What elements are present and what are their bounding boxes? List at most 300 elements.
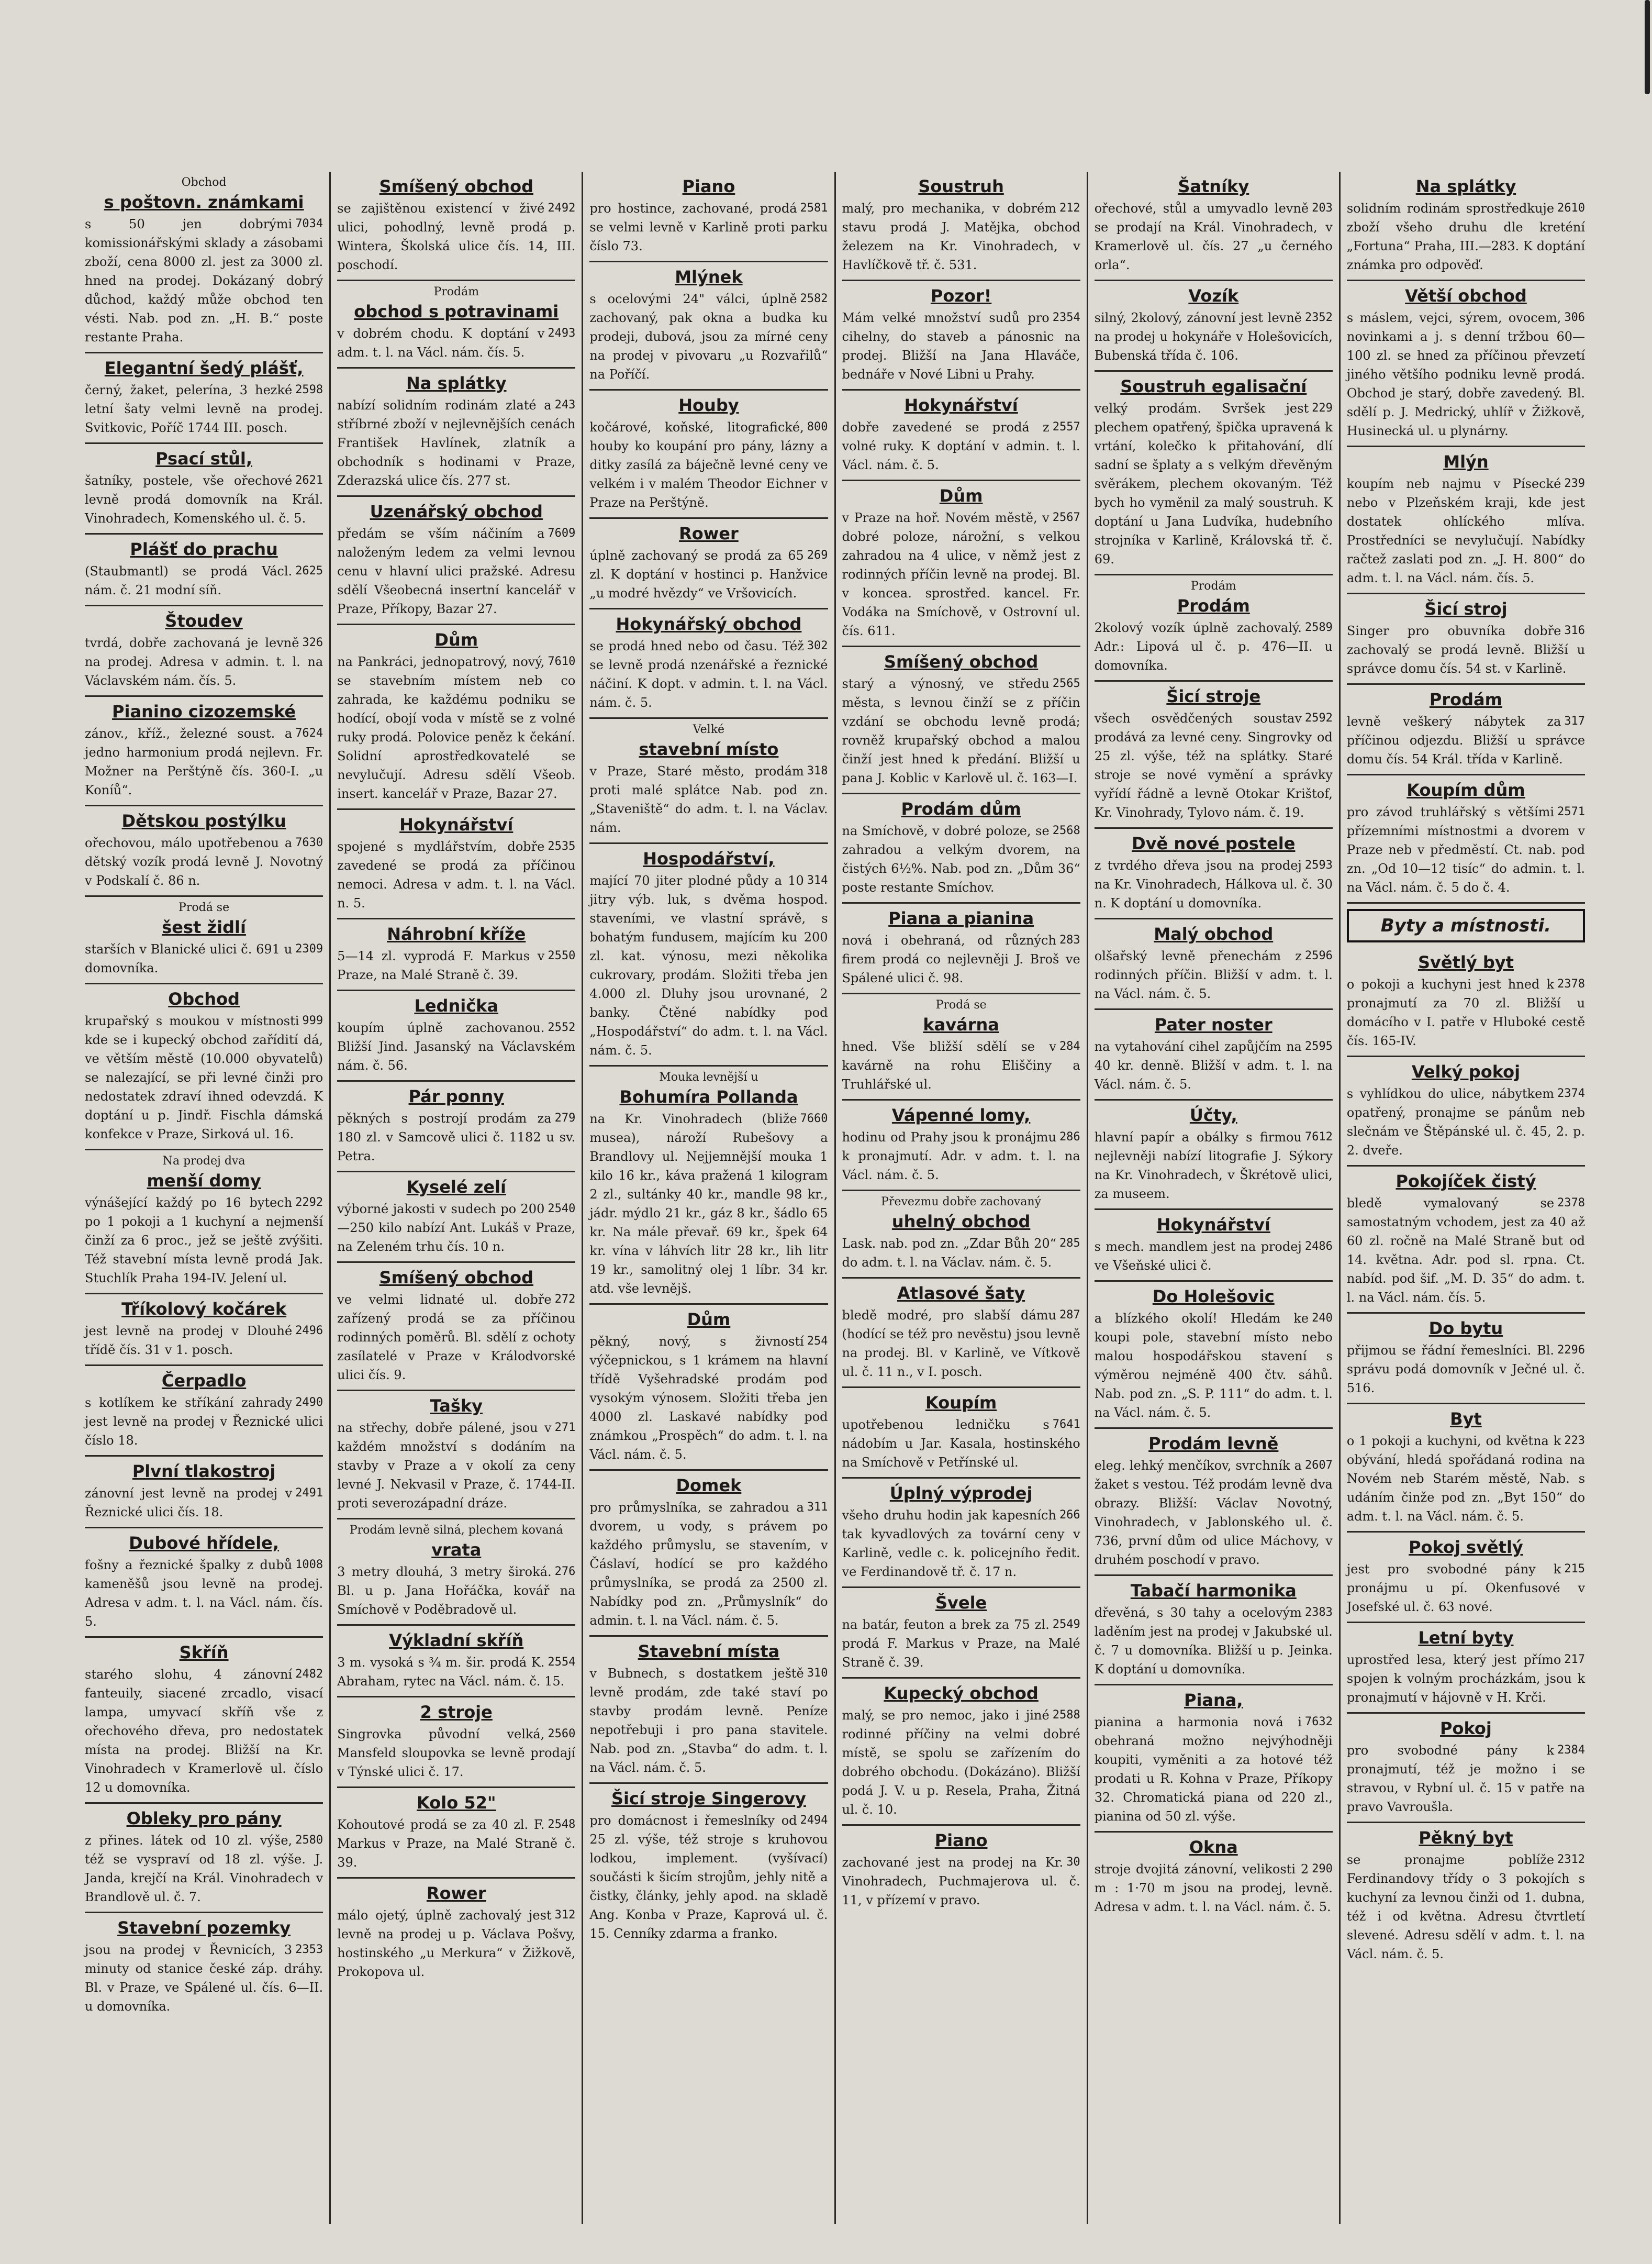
ad-code: 2549 [1052,1618,1080,1631]
ad-heading: Uzenářský obchod [370,502,543,521]
ad-code: 7610 [548,655,576,668]
ad-text: eleg. lehký menčíkov, svrchník a žaket s vestou. Též prodám levně dva obrazy. Bližší: Václav Novotný, Vinohradech, v Jablonského ul. č. 736, první dům od ulice Máchovy, v druhém poschodí v pravo. [1094,1458,1333,1567]
classified-ad [1347,1823,1585,1969]
ad-text: spojené s mydlářstvím, dobře zavedené se prodá za příčinou nemoci. Adresa v adm. t. l. na Václ. n. 5. [337,839,576,911]
ad-body [85,724,323,800]
ad-text: málo ojetý, úplně zachovalý jest levně na prodej u p. Václava Pošvy, hostinského „u Merkura“ v Žižkově, Prokopova ul. [337,1908,576,1979]
ad-code: 283 [1059,934,1080,947]
ad-text: všech osvědčených soustav prodává za levné ceny. Singrovky od 25 zl. výše, též na splátky. Staré stroje se nové vymění a správky vyřídí řádně a levně Otokar Krištof, Kr. Vinohrady, Tylovo nám. č. 19. [1094,711,1333,820]
column-6 [1341,172,1591,2224]
ad-body [85,834,323,890]
ad-body [589,418,828,512]
ad-heading: s poštovn. známkami [104,192,304,212]
ad-code: 311 [807,1501,828,1514]
ad-body [842,1415,1080,1472]
ad-heading: Pater noster [1154,1015,1273,1035]
ad-heading: Domek [676,1475,742,1495]
ad-text: tvrdá, dobře zachovaná je levně na prodej. Adresa v admin. t. l. na Václavském nám. čís. 5. [85,636,323,688]
column-5 [1088,172,1341,2224]
ad-body [589,637,828,712]
ad-heading: Stavební pozemky [117,1918,291,1938]
ad-code: 2548 [548,1818,576,1831]
ad-heading: Šatníky [1178,176,1249,196]
classified-ad [85,806,323,897]
ad-body [85,940,323,978]
ad-code: 243 [554,398,576,412]
ad-heading: kavárna [923,1015,999,1035]
ad-text: silný, 2kolový, zánovní jest levně na prodej u hokynáře v Holešovicích, Bubenská třída č. 106. [1094,310,1333,363]
ad-text: nová i obehraná, od různých firem prodá co nejlevněji J. Broš ve Spálené ulici č. 98. [842,933,1080,985]
ad-body [1347,975,1585,1050]
ad-code: 7632 [1304,1715,1333,1728]
ad-code: 203 [1312,202,1333,215]
classified-ad [337,1391,575,1519]
ad-text: starého slohu, 4 zánovní fanteuily, siacené zrcadlo, visací lampa, umyvací skříň vše z ořechového dřeva, pro nedostatek místa na prodej. Bližší na Kr. Vinohradech v Kramerlově ul. číslo 12 u domovníka. [85,1667,323,1795]
classified-ad [589,609,828,719]
ad-heading: Hokynářství [1156,1215,1270,1235]
classified-ad [337,1082,575,1172]
classified-ad [842,647,1080,794]
ad-text: na vytahování cihel zapůjčím na 40 kr. denně. Bližší v adm. t. l. na Václ. nám. č. 5. [1094,1039,1333,1092]
ad-preheading: Prodám [1190,580,1236,593]
ad-heading: Mlýn [1443,452,1489,472]
classified-ad [1095,575,1333,682]
classified-ad [1095,1576,1333,1685]
classified-ad [1095,1282,1333,1429]
ad-code: 2312 [1557,1853,1586,1866]
ad-heading: Tašky [430,1396,483,1416]
ad-text: Kohoutové prodá se za 40 zl. F. Markus v Praze, na Malé Straně č. 39. [337,1817,576,1870]
ad-code: 312 [554,1908,576,1922]
ad-body [1347,1194,1585,1307]
ad-body [1347,474,1585,587]
classified-ad [1095,1429,1333,1576]
ad-preheading: Mouka levnější u [659,1071,758,1084]
ad-body [337,1653,575,1691]
ad-heading: Dubové hřídele, [129,1533,280,1553]
ad-body [589,1109,828,1298]
ad-code: 290 [1312,1862,1333,1875]
ad-heading: Plvní tlakostroj [132,1461,276,1481]
ad-body [842,508,1080,640]
ad-text: černý, žaket, pelerína, 3 hezké letní šaty velmi levně na prodej. Svitkovic, Poříč 1744 III. posch. [85,383,323,435]
ad-code: 223 [1564,1434,1586,1447]
ad-code: 2354 [1052,311,1080,324]
classified-ad [589,1471,828,1637]
ad-code: 2588 [1052,1708,1080,1722]
ad-body [337,837,575,913]
ad-preheading: Na prodej dva [162,1155,245,1168]
classified-ad [337,1788,575,1879]
ad-body [85,1322,323,1359]
ad-code: 2550 [548,949,576,962]
ad-preheading: Převezmu dobře zachovaný [881,1195,1042,1208]
ad-body [842,1506,1080,1581]
ad-text: pro hostince, zachované, prodá se velmi levně v Karlině proti parku číslo 73. [589,201,828,253]
classified-ad [337,1879,575,1986]
ad-code: 2595 [1304,1040,1333,1053]
ad-code: 2296 [1557,1344,1586,1357]
ad-heading: Dům [939,486,983,506]
ad-code: 2571 [1557,805,1586,818]
ad-heading: Dům [687,1309,731,1329]
ad-code: 2383 [1304,1606,1333,1619]
ad-code: 269 [807,549,828,562]
ad-body [85,1940,323,2016]
ad-code: 2292 [295,1196,323,1209]
classified-ad [842,1826,1080,1915]
ad-body [1347,712,1585,769]
ad-heading: Smíšený obchod [379,176,533,196]
ad-body [1095,709,1333,822]
ad-text: fošny a řeznické špalky z dubů kameněšů jsou levně na prodej. Adresa v adm. t. l. na Václ. nám. čís. 5. [85,1558,323,1629]
ad-text: se pronajme poblíže Ferdinandovy třídy o 3 pokojích s kuchyní za levnou činži od 1. dubna, též i od května. Adresu čtvrtletí slevené. Adresu sdělí v adm. t. l. na Václ. nám. č. 5. [1346,1852,1586,1961]
ad-heading: Prodám levně [1148,1434,1279,1453]
ad-heading: Na splátky [406,373,507,393]
ad-body [1095,1456,1333,1569]
ad-heading: 2 stroje [420,1702,493,1722]
classified-ad [589,1305,828,1471]
ad-heading: Kupecký obchod [884,1683,1039,1703]
ad-heading: Dvě nové postele [1132,834,1296,853]
classified-ad [337,919,575,991]
ad-code: 2491 [295,1486,323,1500]
ad-code: 271 [554,1421,576,1434]
ad-code: 2486 [1304,1240,1333,1253]
ad-heading: Okna [1189,1837,1238,1857]
ad-text: starý a výnosný, ve středu města, s levnou činží se z příčin vzdání se obchodu levně prodá; rovněž krupařský obchod a malou činží jest hned k předání. Bližší u pana J. Koblic v Karlově ul. č. 163—I. [842,676,1080,785]
classified-ad [85,1150,323,1294]
classified-ad [85,172,323,353]
ad-text: velký prodám. Svršek jest plechem opatřený, špička upravená k vrtání, kolečko k přitahování, dlí sadní se šplaty a s velkým dřevěným svěrákem, plechem okovaným. Též bych ho vyměnil za malý soustruh. K doptání u Jana Ludvíka, hudebního strojníka v Karlině, Královská tř. č. 69. [1094,401,1333,567]
ad-code: 2482 [295,1668,323,1681]
ad-heading: Piano [934,1830,988,1850]
ad-code: 7034 [295,217,323,230]
ad-text: o 1 pokoji a kuchyni, od května k obývání, hledá spořádaná rodina na Novém neb Starém městě, Nab. s udáním činže pod zn. „Byt 150“ do adm. t. l. na Václ. nám. č. 5. [1346,1434,1586,1524]
ad-code: 2378 [1557,1196,1586,1209]
ad-text: levně veškerý nábytek za příčinou odjezdu. Bližší u správce domu čís. 54 Král. třída v Karlině. [1346,714,1586,767]
ad-text: se prodá hned nebo od času. Též se levně prodá nzenářské a řeznické náčiní. K dopt. v admin. t. l. na Václ. nám. č. 5. [589,639,828,710]
classified-ad [85,1804,323,1913]
ad-body [337,199,575,274]
ad-code: 266 [1059,1508,1080,1522]
ad-text: a blízkého okolí! Hledám ke koupi pole, stavební místo nebo malou hospodářskou stavení s výměrou nejméně 400 čtv. sáhů. Nab. pod zn. „S. P. 111“ do adm. t. l. na Václ. nám. č. 5. [1094,1311,1333,1420]
ad-heading: Pokojíček čistý [1396,1171,1536,1191]
ad-text: 5—14 zl. vyprodá F. Markus v Praze, na Malé Straně č. 39. [337,949,545,982]
ad-heading: šest židlí [162,917,246,937]
classified-ad [589,172,828,262]
ad-heading: Letní byty [1418,1628,1514,1648]
ad-body [1347,1560,1585,1616]
classified-ad [1347,1314,1585,1404]
ad-body [1095,1037,1333,1094]
ad-heading: Pár ponny [408,1086,504,1106]
classified-ad [589,844,828,1067]
ad-preheading: Prodám [433,285,479,298]
classified-ad [842,1279,1080,1388]
ad-heading: Náhrobní kříže [387,924,526,944]
ad-text: nabízí solidním rodinám zlaté a stříbrné zboží v nejlevnějších cenách František Havlínek, zlatník a obchodník s hodinami v Praze, Zderazská ulice čís. 277 st. [337,398,576,488]
classified-ad [1095,372,1333,575]
ad-heading: Malý obchod [1154,924,1274,944]
ad-text: v dobrém chodu. K doptání v adm. t. l. na Václ. nám. čís. 5. [337,326,545,360]
classified-ad [842,1101,1080,1191]
ad-heading: Hokynářství [399,815,514,835]
ad-code: 318 [807,764,828,778]
ad-heading: menší domy [147,1171,261,1191]
ad-text: krupařský s moukou v místnosti kde se i kupecký obchod zařídití dá, ve větším městě (10.000 obyvatelů) se nalezající, se při levné činži pro nedostatek zdraví ihned odevzdá. K doptání u p. Jindř. Fischla dámská konfekce v Praze, Sirková ul. 16. [85,1014,323,1141]
ad-code: 7660 [800,1112,828,1125]
ad-code: 2610 [1557,202,1586,215]
ad-body [1095,308,1333,365]
ad-body [85,634,323,690]
ad-body [1347,1431,1585,1526]
ad-body [1095,1603,1333,1679]
ad-body [85,1484,323,1522]
ad-body [589,871,828,1060]
classified-ad [337,991,575,1082]
classified-ad [1095,172,1333,281]
ad-heading: Koupím [925,1393,997,1413]
ad-text: přijmou se řádní řemeslníci. Bl. správu podá domovník v Ječné ul. č. 516. [1346,1343,1586,1395]
ad-text: jest levně na prodej v Dlouhé třídě čís. 31 v 1. posch. [85,1324,293,1357]
ad-heading: Velký pokoj [1411,1062,1521,1082]
ad-code: 326 [302,636,323,649]
ad-body [337,324,575,362]
ad-code: 310 [807,1667,828,1680]
ad-heading: Rower [426,1883,486,1903]
ad-code: 240 [1312,1312,1333,1325]
ad-preheading: Prodá se [935,998,987,1012]
ad-body [589,1811,828,1943]
ad-code: 999 [302,1014,323,1027]
ad-heading: Bohumíra Pollanda [619,1087,798,1107]
ad-heading: Atlasové šaty [897,1283,1025,1303]
ad-code: 2593 [1304,859,1333,872]
classified-ad [1347,1057,1585,1167]
ad-heading: Elegantní šedý plášť, [104,358,304,378]
ad-text: šatníky, postele, vše ořechové levně prodá domovník na Král. Vinohradech, Komenského ul. č. 5. [85,473,323,526]
classified-ad [1095,1833,1333,1922]
classified-ad [337,625,575,810]
ad-body [1347,1650,1585,1707]
ad-heading: Tabačí harmonika [1130,1581,1297,1601]
classified-ad [1347,594,1585,685]
ad-code: 2582 [800,292,828,305]
classified-ad [842,281,1080,391]
ad-body [1095,399,1333,569]
classified-ad [589,719,828,844]
ad-heading: obchod s potravinami [354,302,559,321]
ad-heading: Prodám [1429,690,1502,709]
ad-text: zánovní jest levně na prodej v Řeznické ulici čís. 18. [85,1486,293,1519]
ad-body [842,308,1080,384]
ad-body [842,418,1080,474]
ad-text: pro svobodné pány k pronajmutí, též je možno i se stravou, v Rybní ul. č. 15 v patře na pravo Vavroušla. [1346,1743,1586,1814]
ad-preheading: Prodám levně silná, plechem kovaná [349,1524,563,1537]
column-4 [836,172,1088,2224]
ad-code: 286 [1059,1130,1080,1144]
ad-text: bledě modré, pro slabší dámu (hodící se též pro nevěstu) jsou levně na prodej. Bl. v Karlině, ve Vítkově ul. č. 11 n., v I. posch. [842,1308,1080,1379]
ad-body [337,1290,575,1384]
ad-code: 2567 [1052,511,1080,524]
ad-body [589,199,828,256]
ad-heading: vrata [431,1540,482,1560]
ad-code: 2581 [800,202,828,215]
ad-heading: Účty, [1189,1105,1237,1125]
ad-heading: Štoudev [165,611,243,631]
ad-text: hlavní papír a obálky s firmou nejlevněji nabízí litografie J. Sýkory na Kr. Vinohradech, v Škrétově ulici, za museem. [1094,1130,1333,1201]
ad-body [1347,199,1585,274]
ad-heading: Dům [434,630,478,650]
ad-code: 2560 [548,1727,576,1740]
ad-body [1347,1741,1585,1816]
ad-code: 2384 [1557,1744,1586,1757]
ad-body [589,546,828,603]
ad-text: s kotlíkem ke stříkání zahrady jest levně na prodej v Řeznické ulici číslo 18. [85,1395,323,1448]
ad-body [337,1725,575,1781]
ad-heading: Prodám [1177,596,1250,616]
ad-body [85,1393,323,1450]
ad-text: koupím neb najmu v Písecké nebo v Plzeňském kraji, kde jest dostatek ohlíckého mlíva. Prostředníci se nevylučují. Nabídky račtež zaslati pod zn. „J. H. 800“ do adm. t. l. na Václ. nám. čís. 5. [1346,476,1586,585]
ad-body [1347,622,1585,678]
ad-text: na Kr. Vinohradech (bliže musea), nároží Rubešovy a Brandlovy ul. Nejjemnější mouka 1 kilo 16 kr., káva pražená 1 kilogram 2 zl., sultánky 40 kr., mandle 98 kr., jádr. mýdlo 21 kr., gáz 8 kr., šádlo 65 kr. Na mále převař. 69 kr., špek 64 kr. vína v láhvích litr 28 kr., lih litr 19 kr., samolitný olej 1 líbr. 34 kr. atd. vše levnějš. [589,1112,828,1296]
ad-heading: Pianino cizozemské [112,702,296,722]
classified-ad [589,519,828,609]
classified-ad [337,1263,575,1391]
classified-ad [589,262,828,391]
ad-body [85,1831,323,1906]
ad-body [1095,618,1333,675]
ad-code: 7641 [1052,1418,1080,1431]
ad-code: 2580 [295,1834,323,1847]
ad-body [842,1037,1080,1094]
ad-text: hned. Vše bližší sdělí se v kavárně na rohu Eliščiny a Truhlářské ul. [842,1039,1080,1092]
classified-ad [1347,447,1585,594]
ad-body [337,1418,575,1513]
ad-body [589,290,828,384]
ad-heading: Byt [1450,1409,1482,1429]
classified-ad [337,497,575,625]
classified-ad [842,1479,1080,1588]
ad-preheading: Velké [693,723,725,736]
classified-ad [589,1067,828,1305]
ad-code: 2535 [548,840,576,853]
ad-text: (Staubmantl) se prodá Václ. nám. č. 21 modní síň. [85,564,293,597]
ad-heading: Piano [682,176,735,196]
ad-body [1347,1341,1585,1397]
ad-code: 2494 [800,1814,828,1827]
ad-body [1347,308,1585,440]
ad-text: s máslem, vejci, sýrem, ovocem, novinkami a j. s denní tržbou 60—100 zl. se hned za příčinou převzetí jiného většího podniku levně prodá. Obchod je starý, dobře zavedený. Bl. sdělí p. J. Medrický, uhlíř v Žižkově, Husinecká ul. u plynárny. [1346,310,1586,438]
classified-ad [337,1172,575,1263]
ad-body [337,396,575,490]
ad-heading: Hokynářství [904,395,1018,415]
ad-heading: Hospodářství, [643,849,775,869]
ad-heading: Pozor! [930,286,992,306]
column-1 [79,172,331,2224]
ad-code: 276 [554,1565,576,1578]
ad-heading: Soustruh [918,176,1004,196]
ad-body [85,1193,323,1288]
section-banner: Byty a místnosti. [1347,909,1585,942]
ad-text: hodinu od Prahy jsou k pronájmu k pronajmutí. Adr. v adm. t. l. na Václ. nám. č. 5. [842,1130,1080,1182]
ad-body [842,199,1080,274]
ad-body [337,1815,575,1872]
classified-ad [842,1679,1080,1826]
classified-ad [85,1457,323,1528]
ad-code: 285 [1059,1237,1080,1250]
ad-text: výborné jakosti v sudech po 200—250 kilo nabízí Ant. Lukáš v Praze, na Zeleném trhu čís. 10 n. [337,1202,576,1254]
ad-heading: Plášť do prachu [130,539,278,559]
classified-ad [1347,172,1585,281]
classified-ad [1347,1623,1585,1714]
ad-body [337,947,575,984]
ad-body [85,562,323,600]
ad-text: na Pankráci, jednopatrový, nový, se stavebním místem neb co zahrada, ke každému podniku se hodící, obojí voda v místě se z volné ruky prodá. Polovice peněz k čekání. Solidní aprostředkovatelé se nevylučují. Adresu sdělí Všeob. insert. kancelář v Praze, Bazar 27. [337,654,576,801]
ad-text: na batár, feuton a brek za 75 zl. prodá F. Markus v Praze, na Malé Straně č. 39. [842,1617,1080,1670]
classified-ad [1347,685,1585,775]
ad-code: 2309 [295,942,323,956]
ad-heading: Pokoj světlý [1409,1537,1523,1557]
ad-body [1347,803,1585,897]
ad-heading: Prodám dům [901,799,1021,819]
ad-heading: Piana a pianina [888,908,1034,928]
ad-heading: Pěkný byt [1419,1828,1513,1848]
ad-text: úplně zachovaný se prodá za 65 zl. K doptání v hostinci p. Hanžvice „u modré hvězdy“ ve Vršovicích. [589,548,828,601]
classified-ad [842,1388,1080,1479]
ad-code: 7609 [548,527,576,540]
ad-body [842,1128,1080,1184]
classified-ad [842,994,1080,1101]
ad-text: uprostřed lesa, který jest přímo spojen k volným procházkám, jsou k pronajmutí v hájovně v H. Krči. [1346,1652,1586,1705]
ad-code: 314 [807,874,828,887]
ad-body [85,1012,323,1144]
scan-edge-mark [1645,0,1650,94]
classified-ad [337,810,575,919]
ad-body [842,1853,1080,1910]
ad-text: s 50 jen dobrými komissionářskými sklady a zásobami zboží, cena 8000 zl. jest za 3000 zl. hned na prodej. Dokázaný dobrý důchod, každý může obchod ten vésti. Nab. pod zn. „H. B.“ poste restante Praha. [85,217,323,345]
classified-ad [85,606,323,697]
ad-code: 2565 [1052,677,1080,690]
ad-heading: Do bytu [1428,1318,1503,1338]
ad-code: 317 [1564,715,1586,728]
ad-heading: Rower [679,524,739,543]
ad-heading: Šicí stroj [1424,599,1508,619]
classified-ad [1347,1533,1585,1623]
ad-text: Singer pro obuvníka dobře zachovalý se prodá levně. Bližší u správce domu čís. 54 st. v Karlině. [1346,624,1586,676]
ad-body [337,1109,575,1166]
classified-ad [85,535,323,606]
ad-text: s vyhlídkou do ulice, nábytkem opatřený, pronajme se pánům neb slečnám ve Štěpánské ul. č. 45, 2. p. 2. dveře. [1346,1086,1586,1158]
ad-text: Lask. nab. pod zn. „Zdar Bůh 20“ do adm. t. l. na Václav. nám. č. 5. [842,1236,1056,1270]
ad-body [337,1906,575,1981]
ad-text: 2kolový vozík úplně zachovalý. Adr.: Lipová ul č. p. 476—II. u domovníka. [1094,620,1333,673]
classified-ad [85,697,323,806]
ad-text: výnášející každý po 16 bytech po 1 pokoji a 1 kuchyní a nejmenší činží za 6 proc., jež se ještě zvýšiti. Též stavební místa levně prodá Jak. Stuchlík Praha 194-IV. Jelení ul. [85,1195,323,1285]
ad-heading: Do Holešovic [1152,1286,1275,1306]
ad-heading: stavební místo [639,739,779,759]
classified-ad [85,1366,323,1457]
ad-heading: Šicí stroje [1166,686,1261,706]
ad-heading: Čerpadlo [161,1371,247,1391]
ad-heading: Světlý byt [1417,952,1514,972]
classified-ad [1095,829,1333,919]
ad-text: pěkných s postrojí prodám za 180 zl. v Samcově ulici č. 1182 u sv. Petra. [337,1111,576,1163]
ad-body [1095,1237,1333,1275]
classified-ad [1347,1167,1585,1314]
ad-body [589,762,828,837]
